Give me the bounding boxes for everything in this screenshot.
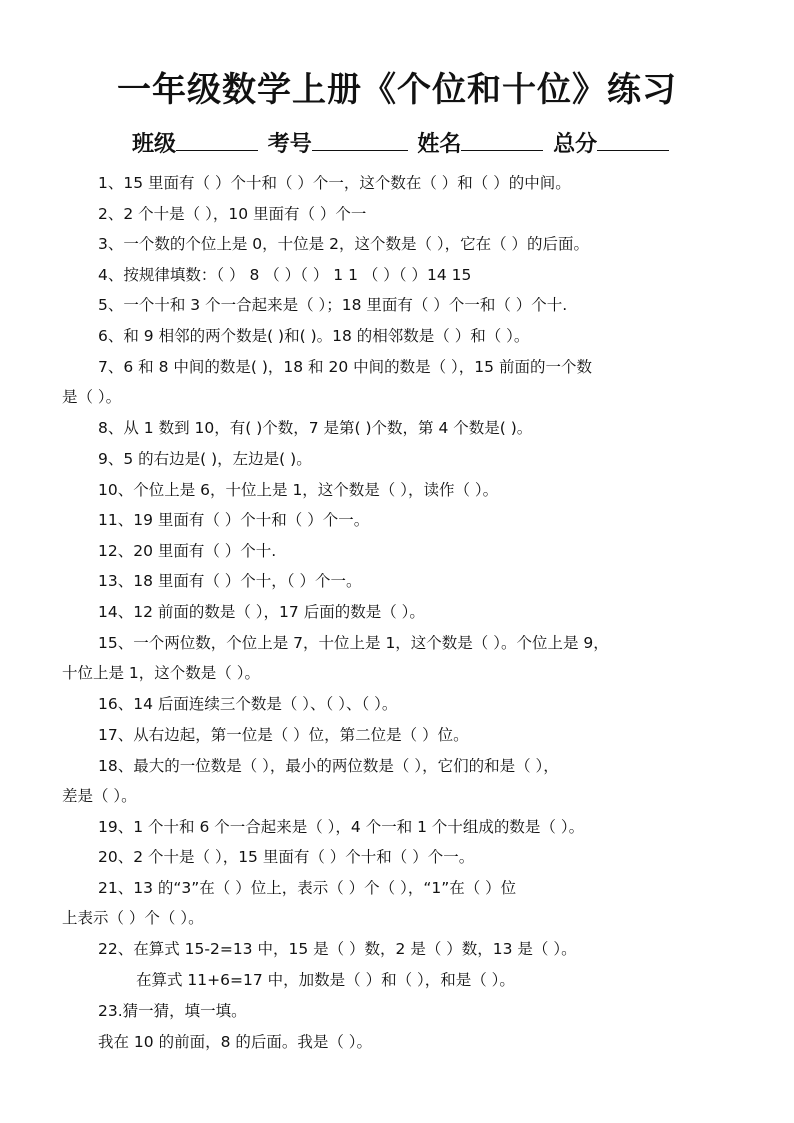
question-19: 19、1 个十和 6 个一合起来是（ ），4 个一和 1 个十组成的数是（ ）。 [98,818,585,836]
question-13: 13、18 里面有（ ）个十，（ ）个一。 [98,572,362,590]
question-20: 20、2 个十是（ ），15 里面有（ ）个十和（ ）个一。 [98,848,475,866]
question-21: 21、13 的“3”在（ ）位上，表示（ ）个（ ），“1”在（ ）位 [98,879,517,897]
question-1: 1、15 里面有（ ）个十和（ ）个一，这个数在（ ）和（ ）的中间。 [98,174,571,192]
question-15: 15、一个两位数，个位上是 7，十位上是 1，这个数是（ ）。个位上是 9， [98,634,609,652]
question-23-riddle: 我在 10 的前面，8 的后面。我是（ ）。 [98,1033,373,1051]
question-22-part-2: 在算式 11+6=17 中，加数是（ ）和（ ），和是（ ）。 [136,971,515,989]
question-15-continued: 十位上是 1，这个数是（ ）。 [62,664,260,682]
question-6: 6、和 9 相邻的两个数是( )和( )。18 的相邻数是（ ）和（ ）。 [98,327,530,345]
question-12: 12、20 里面有（ ）个十. [98,542,277,560]
page-title: 一年级数学上册《个位和十位》练习 [117,70,677,110]
question-9: 9、5 的右边是( )，左边是( )。 [98,450,312,468]
name-label: 姓名 [417,132,462,157]
question-10: 10、个位上是 6，十位上是 1，这个数是（ ），读作（ ）。 [98,481,499,499]
question-4: 4、按规律填数：（ ） 8 （ ）（ ） 1 1 （ ）（ ）14 15 [98,266,472,284]
question-18: 18、最大的一位数是（ ），最小的两位数是（ ），它们的和是（ ）， [98,757,559,775]
question-5: 5、一个十和 3 个一合起来是（ ）；18 里面有（ ）个一和（ ）个十. [98,296,568,314]
question-18-continued: 差是（ ）。 [62,787,137,805]
name-blank[interactable] [461,128,543,151]
exam-no-label: 考号 [267,132,312,157]
score-blank[interactable] [597,128,669,151]
question-16: 16、14 后面连续三个数是（ ）、（ ）、（ ）。 [98,695,398,713]
question-7-continued: 是（ ）。 [62,388,122,406]
class-blank[interactable] [176,128,258,151]
score-label: 总分 [553,132,598,157]
question-8: 8、从 1 数到 10，有( )个数，7 是第( )个数，第 4 个数是( )。 [98,419,533,437]
question-23: 23.猜一猜，填一填。 [98,1002,247,1020]
question-21-continued: 上表示（ ）个（ ）。 [62,909,204,927]
question-2: 2、2 个十是（ ），10 里面有（ ）个一 [98,205,367,223]
exam-no-blank[interactable] [312,128,408,151]
question-14: 14、12 前面的数是（ ），17 后面的数是（ ）。 [98,603,425,621]
question-7: 7、6 和 8 中间的数是( )，18 和 20 中间的数是（ ），15 前面的一个数 [98,358,592,376]
student-info-header [132,128,692,161]
class-label: 班级 [132,132,177,157]
question-3: 3、一个数的个位上是 0，十位是 2，这个数是（ ），它在（ ）的后面。 [98,235,590,253]
question-17: 17、从右边起，第一位是（ ）位，第二位是（ ）位。 [98,726,469,744]
question-11: 11、19 里面有（ ）个十和（ ）个一。 [98,511,370,529]
question-22: 22、在算式 15-2=13 中，15 是（ ）数，2 是（ ）数，13 是（ ）。 [98,940,577,958]
